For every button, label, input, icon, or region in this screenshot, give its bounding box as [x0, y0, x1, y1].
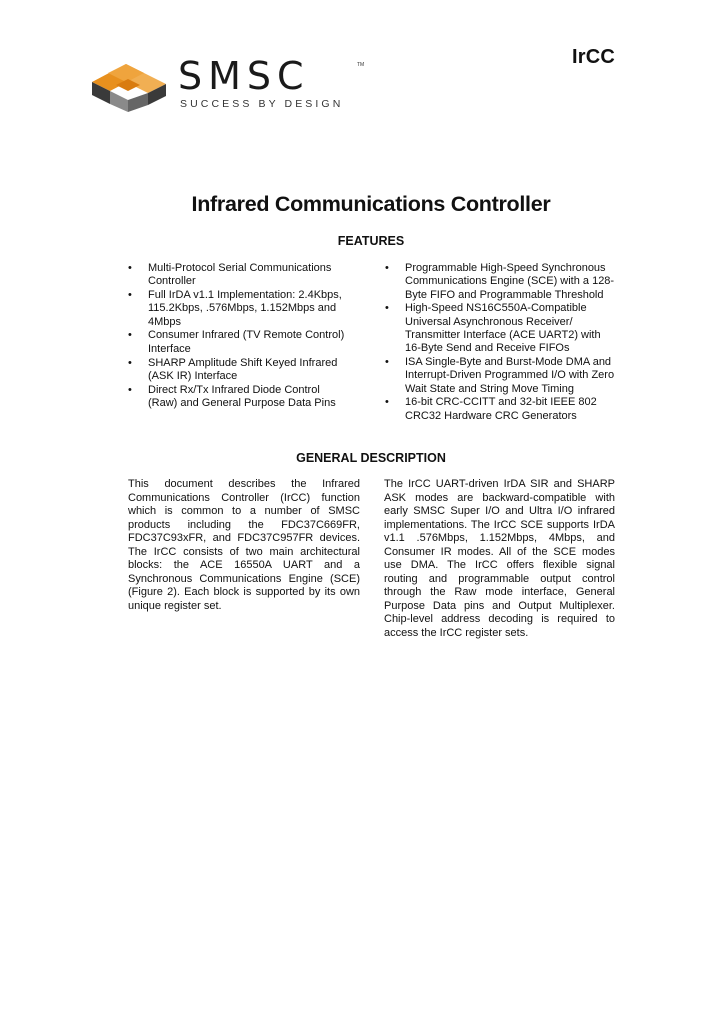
- feature-item: [385, 356, 615, 396]
- feature-text: SHARP Amplitude Shift Keyed Infrared (ASK IR) Interface: [148, 356, 338, 382]
- bullet-icon: •: [128, 289, 132, 302]
- bullet-icon: •: [128, 262, 132, 274]
- logo-trademark: TM: [357, 62, 365, 68]
- smsc-logo-icon: [92, 60, 170, 112]
- bullet-icon: •: [128, 356, 132, 369]
- logo-cube-gray-mid: [110, 91, 128, 112]
- document-code: IrCC: [571, 46, 615, 68]
- feature-text: Consumer Infrared (TV Remote Control) Interface: [148, 329, 345, 355]
- feature-item: [385, 396, 615, 423]
- bullet-icon: •: [385, 396, 389, 409]
- bullet-icon: •: [385, 356, 389, 369]
- feature-item: [128, 384, 350, 411]
- feature-item: [128, 357, 350, 384]
- feature-text: Direct Rx/Tx Infrared Diode Control (Raw) and General Purpose Data Pins: [148, 383, 336, 409]
- logo-wordmark: SMSC: [178, 54, 310, 98]
- feature-item: [128, 329, 350, 356]
- general-description-heading: GENERAL DESCRIPTION: [296, 451, 446, 465]
- logo-cube-gray-right: [128, 93, 148, 112]
- feature-text: ISA Single-Byte and Burst-Mode DMA and Interrupt-Driven Programmed I/O with Zero Wait State and String Move Timing: [405, 356, 615, 395]
- description-paragraph-right: The IrCC UART-driven IrDA SIR and SHARP ASK modes are backward-compatible with early SMSC Super I/O and Ultra I/O infrared implementations. The IrCC SCE supports IrDA v1.1 .576Mbps, 1.152Mbps, 4Mbps, and Consumer IR modes. All of the SCE modes use DMA. The IrCC offers flexible signal routing and programmable output control through the Raw mode interface, General Purpose Data pins and Output Multiplexer. Chip-level address decoding is required to access the IrCC register sets.: [384, 478, 615, 639]
- document-title: Infrared Communications Controller: [191, 192, 551, 216]
- features-heading: FEATURES: [337, 234, 405, 248]
- bullet-icon: •: [128, 329, 132, 342]
- feature-text: Full IrDA v1.1 Implementation: 2.4Kbps, 115.2Kbps, .576Mbps, 1.152Mbps and 4Mbps: [148, 289, 342, 328]
- feature-item: [385, 262, 615, 302]
- feature-item: [385, 302, 615, 355]
- logo-tagline: SUCCESS BY DESIGN: [180, 98, 344, 110]
- bullet-icon: •: [385, 262, 389, 274]
- bullet-icon: •: [385, 302, 389, 315]
- bullet-icon: •: [128, 383, 132, 396]
- features-list-left: [128, 262, 350, 411]
- description-paragraph-left: This document describes the Infrared Communications Controller (IrCC) function which is common to a number of SMSC products including the FDC37C669FR, FDC37C93xFR, and FDC37C957FR devices. The IrCC consists of two main architectural blocks: the ACE 16550A UART and a Synchronous Communications Engine (SCE) (Figure 2). Each block is supported by its own unique register set.: [128, 478, 360, 612]
- feature-item: [128, 262, 350, 289]
- feature-text: Programmable High-Speed Synchronous Communications Engine (SCE) with a 128-Byte FIFO and Programmable Threshold: [405, 262, 615, 301]
- features-list-right: [385, 262, 615, 424]
- feature-text: 16-bit CRC-CCITT and 32-bit IEEE 802 CRC32 Hardware CRC Generators: [405, 396, 597, 422]
- feature-text: Multi-Protocol Serial Communications Controller: [148, 262, 332, 288]
- feature-text: High-Speed NS16C550A-Compatible Universal Asynchronous Receiver/ Transmitter Interface (ACE UART2) with 16-Byte Send and Receive FIFOs: [405, 302, 601, 355]
- feature-item: [128, 289, 350, 329]
